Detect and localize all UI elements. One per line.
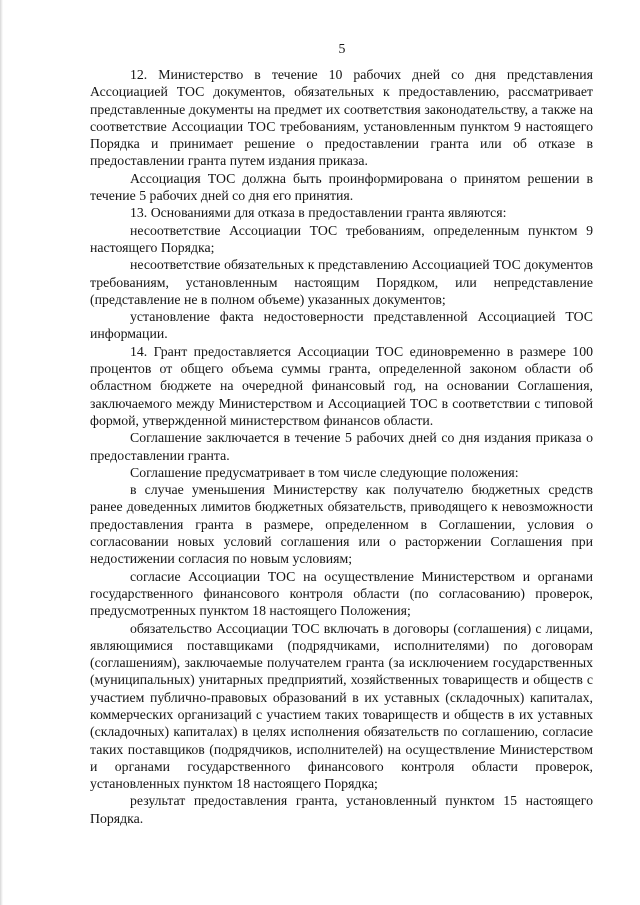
document-body: [90, 66, 593, 827]
page-number: 5: [338, 41, 346, 56]
paragraph-agreement-term: Соглашение заключается в течение 5 рабочих дней со дня издания приказа о предоставлении гранта.: [90, 430, 593, 463]
provision-consent-inspections: согласие Ассоциации ТОС на осуществление Министерством и органами государственного финансового контроля области (по согласованию) проверок, предусмотренных пунктом 18 настоящего Положения;: [90, 568, 593, 619]
paragraph-agreement-provisions: Соглашение предусматривает в том числе следующие положения:: [130, 464, 519, 480]
provision-contractor-obligation: обязательство Ассоциации ТОС включать в договоры (соглашения) с лицами, являющимися поставщиками (подрядчиками, исполнителями) по договорам (соглашениям), заключаемые получателем гранта (за исключением государственных (муниципальных) унитарных предприятий, хозяйственных товариществ и обществ с участием публично-правовых образований в их уставных (складочных) капиталах, коммерческих организаций с участием таких товариществ и обществ в их уставных (складочных) капиталах) в целях исполнения обязательств по соглашению, согласие таких поставщиков (подрядчиков, исполнителей) на осуществление Министерством и органами государственного финансового контроля области проверок, установленных пунктом 18 настоящего Порядка;: [90, 620, 593, 792]
provision-limits-reduction: в случае уменьшения Министерству как получателю бюджетных средств ранее доведенных лимитов бюджетных обязательств, приводящего к невозможности предоставления гранта в размере, определенном в Соглашении, условия о согласовании новых условий соглашения или о расторжении Соглашения при недостижении согласия по новым условиям;: [90, 482, 593, 567]
paragraph-notification: Ассоциация ТОС должна быть проинформирована о принятом решении в течение 5 рабочих дней со дня его принятия.: [90, 170, 593, 204]
paragraph-14: 14. Грант предоставляется Ассоциации ТОС единовременно в размере 100 процентов от общего объема суммы гранта, определенной законом области об областном бюджете на очередной финансовый год, на основании Соглашения, заключаемого между Министерством и Ассоциацией ТОС в соответствии с типовой формой, утвержденной министерством финансов области.: [90, 343, 593, 428]
page-edge-shadow: [0, 0, 3, 905]
refusal-ground-3: установление факта недостоверности представленной Ассоциацией ТОС информации.: [90, 309, 593, 342]
provision-grant-result: результат предоставления гранта, установленный пунктом 15 настоящего Порядка.: [90, 793, 593, 826]
paragraph-13: 13. Основаниями для отказа в предоставлении гранта являются:: [130, 205, 507, 221]
refusal-ground-2: несоответствие обязательных к представлению Ассоциацией ТОС документов требованиям, установленным настоящим Порядком, или непредставление (представление не в полном объеме) указанных документов;: [90, 257, 593, 307]
refusal-ground-1: несоответствие Ассоциации ТОС требованиям, определенным пунктом 9 настоящего Порядка;: [90, 222, 593, 255]
paragraph-12: 12. Министерство в течение 10 рабочих дней со дня представления Ассоциацией ТОС документов, обязательных к предоставлению, рассматривает представленные документы на предмет их соответствия законодательству, а также на соответствие Ассоциации ТОС требованиям, установленным пунктом 9 настоящего Порядка и принимает решение о предоставлении гранта или об отказе в предоставлении гранта путем издания приказа.: [90, 67, 593, 169]
